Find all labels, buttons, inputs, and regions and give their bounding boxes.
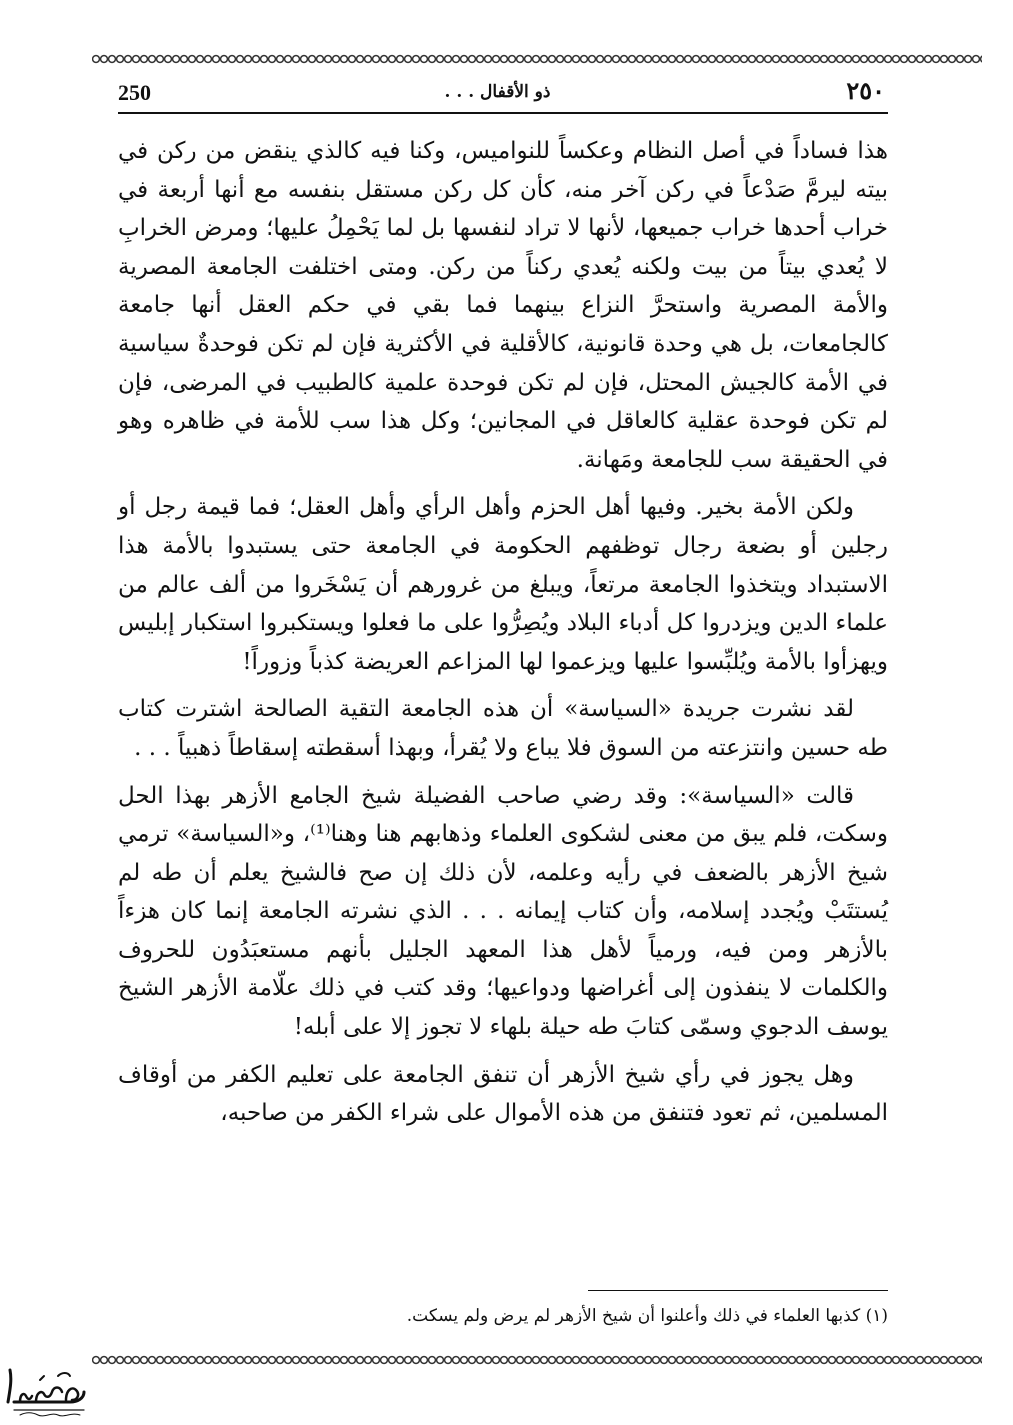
page-number-latin: 250 — [118, 80, 151, 105]
bottom-decorative-border — [92, 1353, 982, 1367]
body-text — [118, 132, 888, 1142]
calligraphic-signature-logo — [0, 1362, 92, 1420]
paragraph-3: لقد نشرت جريدة «السياسة» أن هذه الجامعة التقية الصالحة اشترت كتاب طه حسين وانتزعته من السوق فلا يباع ولا يُقرأ، وبهذا أسقطته إسقاطاً ذهبياً . . . — [118, 696, 888, 761]
paragraph-4: قالت «السياسة»: وقد رضي صاحب الفضيلة شيخ الجامع الأزهر بهذا الحل وسكت، فلم يبق من معنى لشكوى العلماء وذهابهم هنا وهنا⁽¹⁾، و«السياسة» ترمي شيخ الأزهر بالضعف في رأيه وعلمه، لأن ذلك إن صح فالشيخ يعلم أن طه لم يُستتَبْ ويُجدد إسلامه، وأن كتاب إيمانه . . . الذي نشرته الجامعة إنما كان هزءاً بالأزهر ومن فيه، ورمياً لأهل هذا المعهد الجليل بأنهم مستعبَدُون للحروف والكلمات لا ينفذون إلى أغراضها ودواعيها؛ وقد كتب في ذلك علّامة الأزهر الشيخ يوسف الدجوي وسمّى كتابَ طه حيلة بلهاء لا تجوز إلا على أبله! — [118, 782, 888, 1041]
running-title: ذو الأقفال . . . — [444, 82, 551, 102]
header-rule — [118, 112, 888, 114]
footnote-rule — [588, 1290, 888, 1291]
paragraph-2: ولكن الأمة بخير. وفيها أهل الحزم وأهل الرأي وأهل العقل؛ فما قيمة رجل أو رجلين أو بضعة رجال توظفهم الحكومة في الجامعة حتى يستبدوا بالأمة هذا الاستبداد ويتخذوا الجامعة مرتعاً، ويبلغ من غرورهم أن يَسْخَروا من ألف عالم من علماء الدين ويزدروا كل أدباء البلاد ويُصِرُّوا على ما فعلوا ويستكبروا استكبار إبليس ويهزأوا بالأمة ويُلبِّسوا عليها ويزعموا لها المزاعم العريضة كذباً وزوراً! — [118, 494, 888, 675]
paragraph-1: هذا فساداً في أصل النظام وعكساً للنواميس، وكنا فيه كالذي ينقض من ركن في بيته ليرمَّ صَدْعاً في ركن آخر منه، كأن كل ركن مستقل بنفسه مع أنها أربعة في خراب أحدها خراب جميعها، لأنها لا تراد لنفسها بل لما يَحْمِلُ عليها؛ ومرض الخرابِ لا يُعدي بيتاً من بيت ولكنه يُعدي ركناً من ركن. ومتى اختلفت الجامعة المصرية والأمة المصرية واستحرَّ النزاع بينهما فما بقي في حكم العقل أنها جامعة كالجامعات، بل هي وحدة قانونية، كالأقلية في الأكثرية فإن لم تكن فوحدةٌ سياسية في الأمة كالجيش المحتل، فإن لم تكن فوحدة علمية كالطبيب في المرضى، فإن لم تكن فوحدة عقلية كالعاقل في المجانين؛ وكل هذا سب للأمة في ظاهره وهو في الحقيقة سب للجامعة ومَهانة. — [118, 138, 888, 473]
top-decorative-border — [92, 52, 982, 66]
paragraph-5: وهل يجوز في رأي شيخ الأزهر أن تنفق الجامعة على تعليم الكفر من أوقاف المسلمين، ثم تعود فتنفق من هذه الأموال على شراء الكفر من صاحبه، — [118, 1061, 888, 1127]
footnote: (١) كذبها العلماء في ذلك وأعلنوا أن شيخ الأزهر لم يرض ولم يسكت. — [406, 1306, 888, 1326]
page-number-arabic: ٢٥٠ — [846, 76, 885, 105]
page-header — [110, 72, 885, 112]
